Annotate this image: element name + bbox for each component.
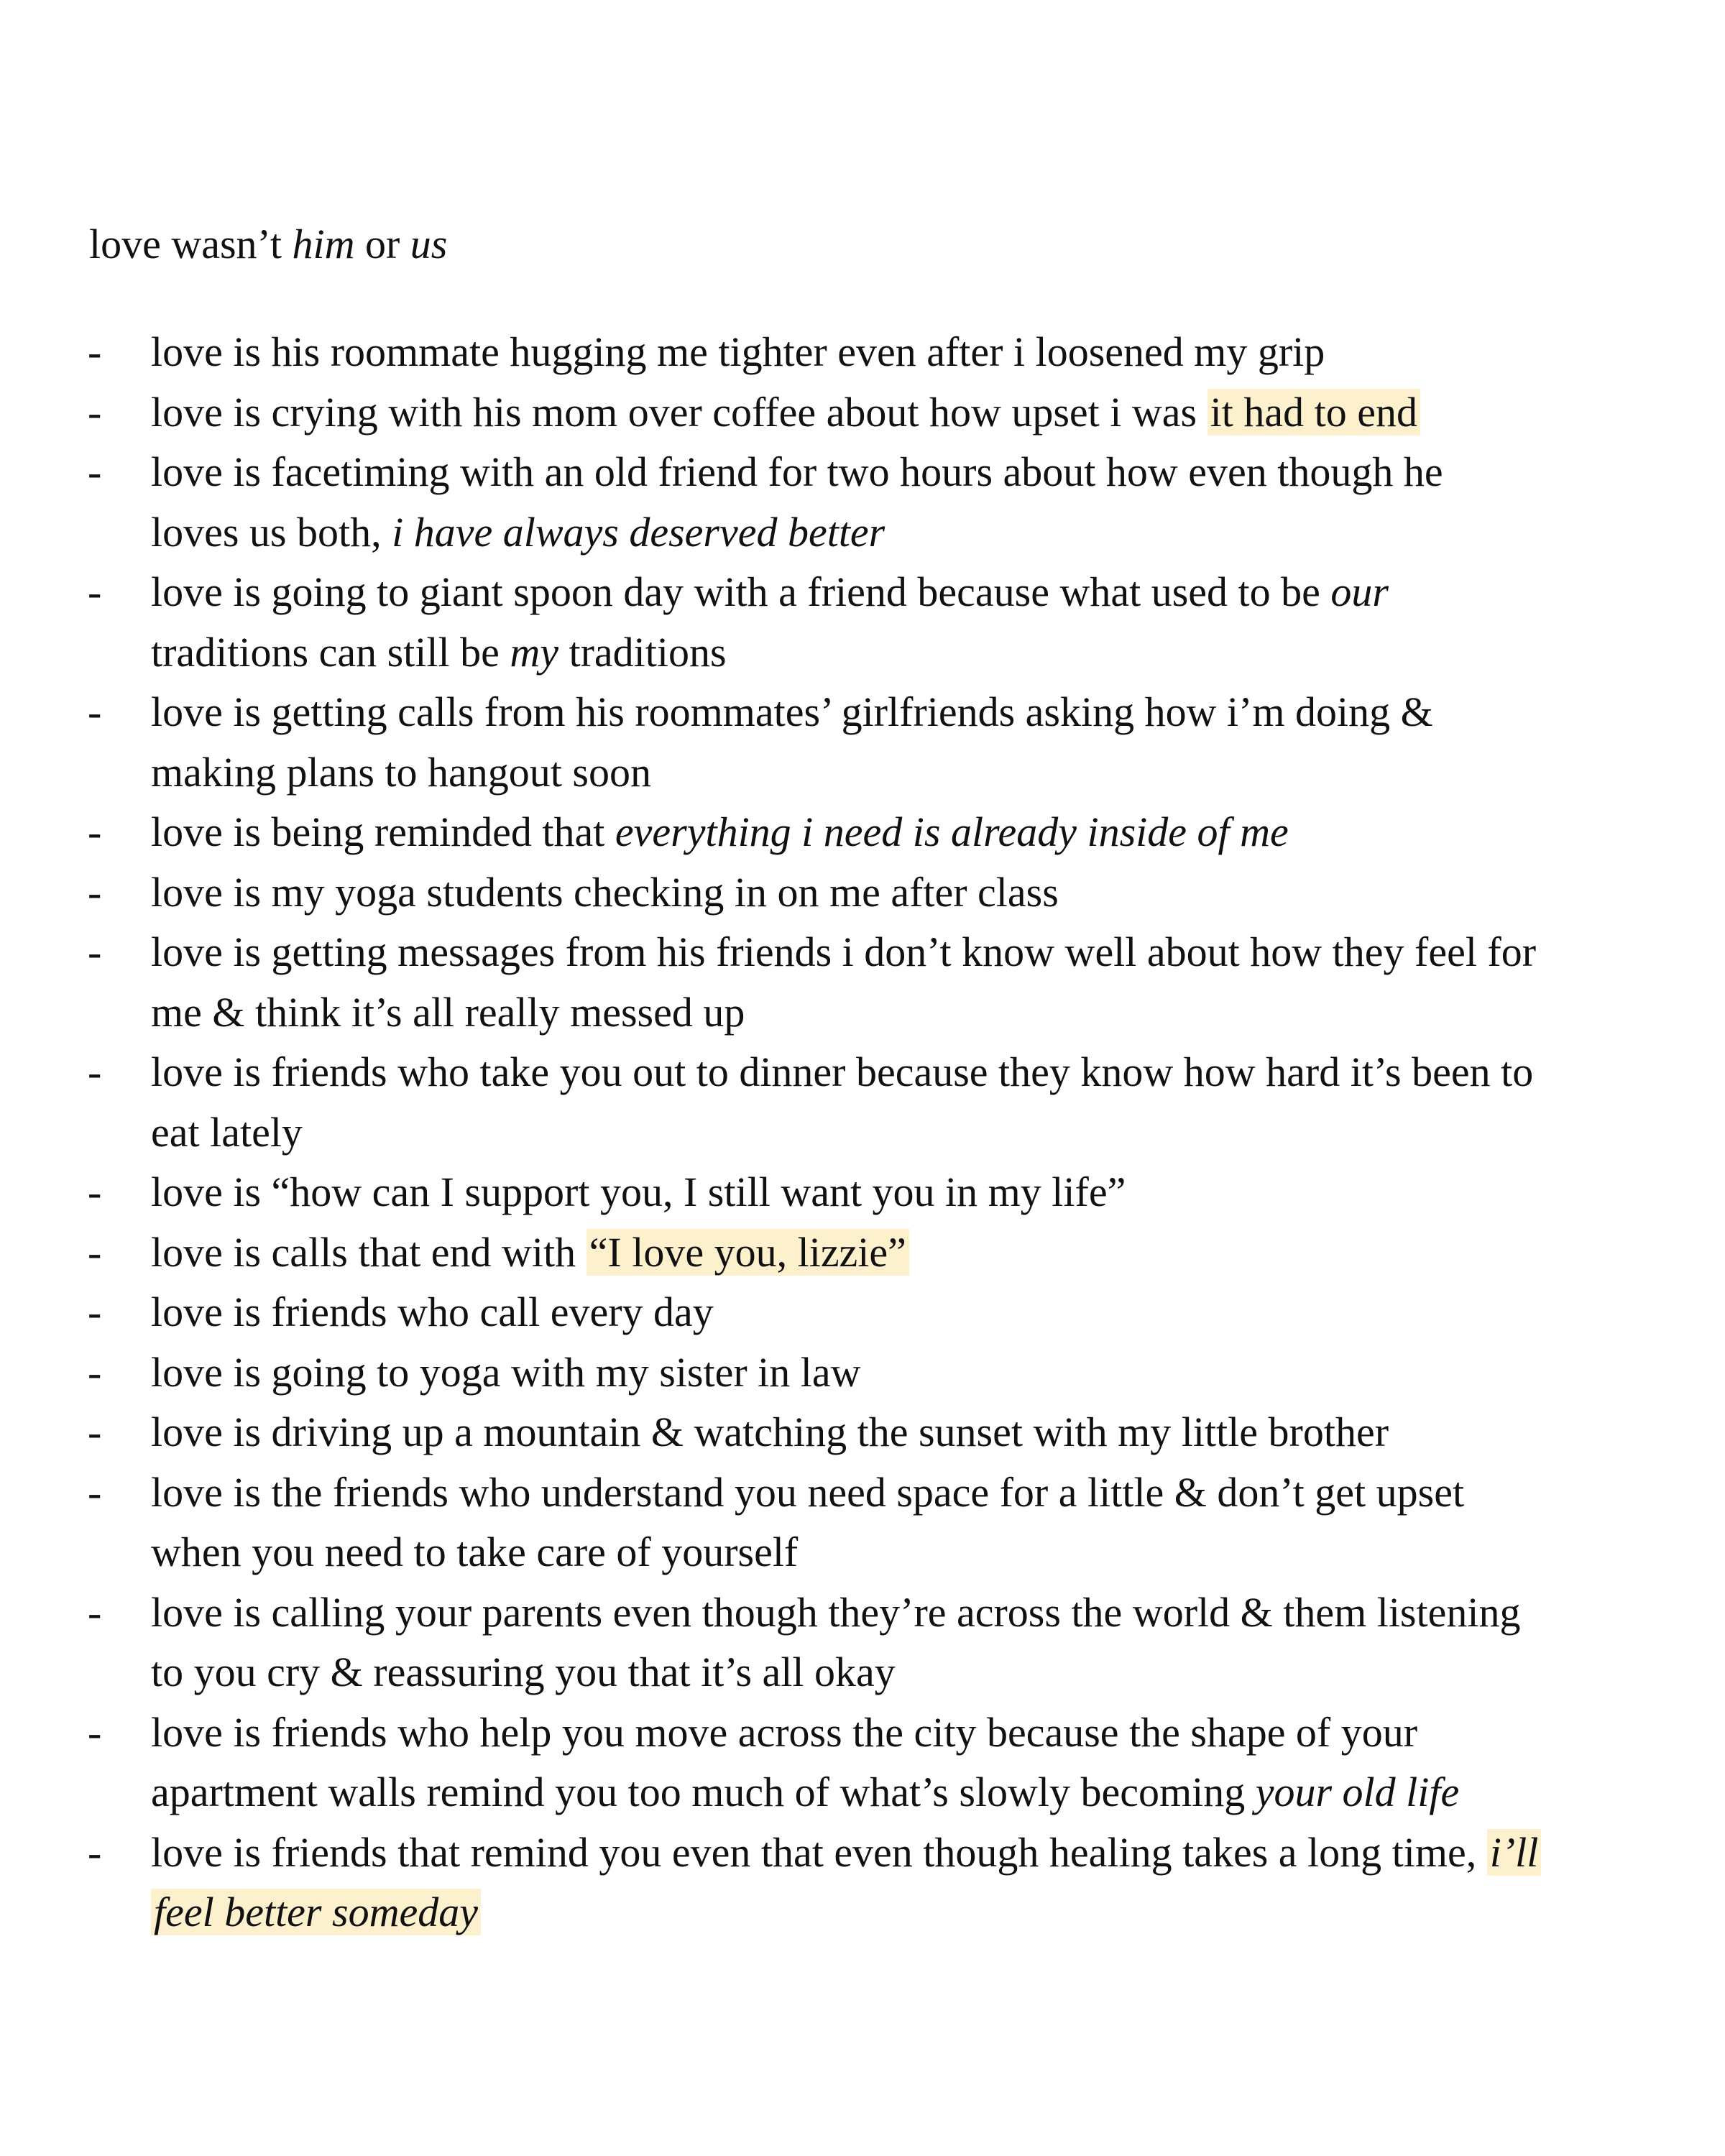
item-text: love is friends that remind you even that even though healing takes a long time, — [151, 1828, 1487, 1876]
item-line: love is friends who take you out to dinner because they know how hard it’s been to — [151, 1049, 1534, 1095]
item-line: love is going to yoga with my sister in law — [151, 1348, 861, 1396]
bullet-dash: - — [88, 1348, 102, 1396]
bullet-dash: - — [88, 388, 102, 436]
list-item — [0, 1402, 1725, 1462]
item-line — [151, 1222, 1653, 1283]
item-line — [151, 562, 1653, 622]
list-item — [0, 682, 1725, 802]
item-line: love is getting calls from his roommates’ girlfriends asking how i’m doing & — [151, 688, 1433, 735]
title-emphasis-him: him — [292, 221, 355, 267]
item-text: apartment walls remind you too much of what’s slowly becoming — [151, 1769, 1256, 1815]
poem-title — [89, 219, 447, 270]
italic-text: our — [1330, 568, 1389, 615]
item-line: love is friends who call every day — [151, 1289, 714, 1335]
italic-text: i have always deserved better — [392, 508, 886, 556]
highlighted-text: “I love you, lizzie” — [586, 1229, 909, 1276]
list-item — [0, 922, 1725, 1042]
list-item — [0, 1462, 1725, 1583]
bullet-dash: - — [88, 448, 102, 495]
item-text: love is calls that end with — [151, 1228, 586, 1276]
highlighted-italic-text: i’ll — [1487, 1829, 1542, 1876]
bullet-dash: - — [88, 1828, 102, 1876]
item-line: love is calling your parents even though they’re across the world & them listening — [151, 1588, 1521, 1636]
item-line — [151, 802, 1653, 862]
list-item — [0, 1583, 1725, 1703]
highlighted-text: it had to end — [1208, 389, 1420, 436]
item-line: love is friends who help you move across the city because the shape of your — [151, 1708, 1418, 1756]
bullet-dash: - — [88, 328, 102, 375]
item-line: love is facetiming with an old friend for two hours about how even though he — [151, 448, 1443, 495]
bullet-dash: - — [88, 1049, 102, 1095]
title-emphasis-us: us — [410, 221, 448, 267]
bullet-dash: - — [88, 1228, 102, 1276]
italic-text: everything i need is already inside of me — [615, 808, 1289, 855]
bullet-dash: - — [88, 1708, 102, 1756]
title-prefix: love wasn’t — [89, 221, 293, 267]
list-item — [0, 1222, 1725, 1283]
bullet-dash: - — [88, 1468, 102, 1516]
bullet-dash: - — [88, 1169, 102, 1215]
item-line — [151, 382, 1653, 443]
list-item — [0, 1282, 1725, 1342]
list-item — [0, 1042, 1725, 1162]
item-line: when you need to take care of yourself — [151, 1529, 799, 1575]
list-item — [0, 322, 1725, 382]
list-item — [0, 802, 1725, 862]
item-line: love is the friends who understand you need space for a little & don’t get upset — [151, 1468, 1465, 1516]
item-line — [151, 502, 1653, 563]
highlighted-italic-text: feel better someday — [151, 1889, 481, 1935]
poem-list — [0, 322, 1725, 1943]
list-item — [0, 1342, 1725, 1403]
item-line — [151, 1823, 1653, 1883]
item-text: love is being reminded that — [151, 808, 615, 855]
list-item — [0, 1703, 1725, 1823]
italic-text: my — [510, 628, 558, 676]
italic-text: your old life — [1255, 1769, 1460, 1815]
list-item — [0, 562, 1725, 682]
list-item — [0, 442, 1725, 562]
item-line: love is driving up a mountain & watching the sunset with my little brother — [151, 1409, 1389, 1455]
item-line: making plans to hangout soon — [151, 748, 651, 796]
item-line: me & think it’s all really messed up — [151, 988, 745, 1036]
item-line — [151, 1762, 1653, 1823]
list-item — [0, 382, 1725, 443]
bullet-dash: - — [88, 808, 102, 855]
bullet-dash: - — [88, 1289, 102, 1335]
bullet-dash: - — [88, 868, 102, 916]
item-line: love is his roommate hugging me tighter even after i loosened my grip — [151, 328, 1325, 375]
bullet-dash: - — [88, 688, 102, 735]
item-text: loves us both, — [151, 508, 392, 556]
title-or: or — [354, 221, 410, 267]
item-line: love is “how can I support you, I still want you in my life” — [151, 1169, 1126, 1215]
bullet-dash: - — [88, 1588, 102, 1636]
item-line — [151, 622, 1653, 683]
bullet-dash: - — [88, 568, 102, 615]
item-text: traditions can still be — [151, 628, 510, 676]
bullet-dash: - — [88, 929, 102, 975]
item-line: love is my yoga students checking in on me after class — [151, 868, 1059, 916]
item-line: love is getting messages from his friends i don’t know well about how they feel for — [151, 929, 1537, 975]
item-text: love is going to giant spoon day with a friend because what used to be — [151, 568, 1331, 615]
item-line: to you cry & reassuring you that it’s all okay — [151, 1649, 896, 1695]
list-item — [0, 862, 1725, 923]
item-line: eat lately — [151, 1108, 303, 1156]
item-line — [151, 1882, 1653, 1943]
item-text: traditions — [558, 628, 727, 676]
list-item — [0, 1162, 1725, 1222]
list-item — [0, 1823, 1725, 1943]
item-text: love is crying with his mom over coffee about how upset i was — [151, 388, 1208, 436]
bullet-dash: - — [88, 1409, 102, 1455]
